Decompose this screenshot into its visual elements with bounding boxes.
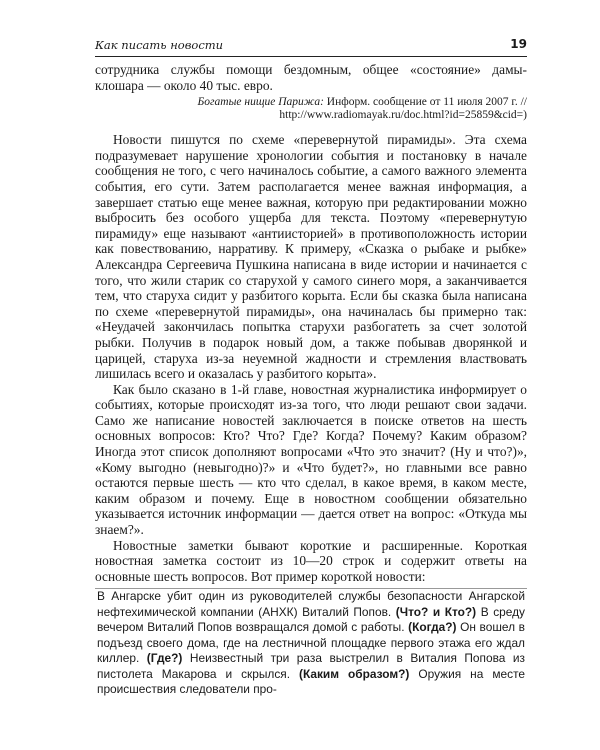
example-text-5: Оружия на месте происшествия следователи про- bbox=[97, 666, 525, 697]
example-question-what-who: (Что? и Кто?) bbox=[395, 604, 477, 619]
citation bbox=[95, 96, 527, 122]
paragraph-short-news: Новостные заметки бывают короткие и расширенные. Короткая новостная заметка состоит из 10—20 строк и содержит ответы на основные шесть вопросов. Вот пример короткой новости: bbox=[95, 537, 527, 584]
example-question-how: (Каким образом?) bbox=[299, 666, 410, 681]
page-number: 19 bbox=[510, 37, 527, 51]
example-text-1: В Ангарске убит один из руководителей службы безопасности Ангарской нефтехимической компании (АНХК) Виталий Попов. bbox=[97, 589, 525, 619]
example-text-3: Он вошел в подъезд своего дома, где на лестничной площадке первого этажа его ждал киллер. bbox=[97, 620, 525, 666]
running-header bbox=[95, 38, 527, 57]
citation-text: Информ. сообщение от 11 июля 2007 г. // http://www.radiomayak.ru/doc.html?id=25859&cid=) bbox=[279, 96, 527, 122]
example-text-4: Неизвестный три раза выстрелил в Виталия Попова из пистолета Макарова и скрылся. bbox=[97, 651, 525, 681]
example-text-2: В среду вечером Виталий Попов возвращался домой с работы. bbox=[97, 604, 525, 635]
example-question-when: (Когда?) bbox=[408, 620, 457, 635]
paragraph-six-questions: Как было сказано в 1-й главе, новостная журналистика информирует о событиях, которые происходят из-за того, что люди решают свои задачи. Само же написание новостей заключается в поиске ответов на шесть основных вопросов: Кто? Что? Где? Когда? Почему? Каким образом? Иногда этот список дополняют вопросами «Что это значит? (Ну и что?)», «Кому выгодно (невыгодно)?» и «Что будет?», но главными все равно остаются первые шесть — кто что сделал, в какое время, в каком месте, каким образом и почему. Еще в новостном сообщении обязательно указывается источник информации — дается ответ на вопрос: «Откуда мы знаем?». bbox=[95, 381, 527, 538]
running-title: Как писать новости bbox=[95, 38, 224, 52]
news-example-box bbox=[95, 588, 527, 698]
continuation-paragraph: сотрудника службы помощи бездомным, общее «состояние» дамы-клошара — около 40 тыс. евро. bbox=[95, 62, 527, 93]
paragraph-inverted-pyramid: Новости пишутся по схеме «перевернутой пирамиды». Эта схема подразумевает нарушение хронологии события и постановку в начале сообщения не того, с чего начиналось событие, а самого важного элемента события, его сути. Затем располагается менее важная информация, а завершает статью еще менее важная, которую при редактировании можно выбросить без особого ущерба для текста. Поэтому «перевернутую пирамиду» еще называют «антиисторией» в противоположность истории как повествованию, нарративу. К примеру, «Сказка о рыбаке и рыбке» Александра Сергеевича Пушкина написана в виде истории и начинается с того, что жили старик со старухой у самого синего моря, а заканчивается тем, что старуха сидит у разбитого корыта. Если бы сказка была написана по схеме «перевернутой пирамиды», она начиналась бы примерно так: «Неудачей закончилась попытка старухи разбогатеть за счет золотой рыбки. Получив в подарок новый дом, а также побывав дворянкой и царицей, старуха из-за неуемной жадности и стремления властвовать лишилась всего и оказалась у разбитого корыта». bbox=[95, 132, 527, 382]
example-question-where: (Где?) bbox=[146, 651, 183, 666]
page-body bbox=[95, 62, 527, 698]
citation-source: Богатые нищие Парижа: bbox=[197, 96, 324, 109]
